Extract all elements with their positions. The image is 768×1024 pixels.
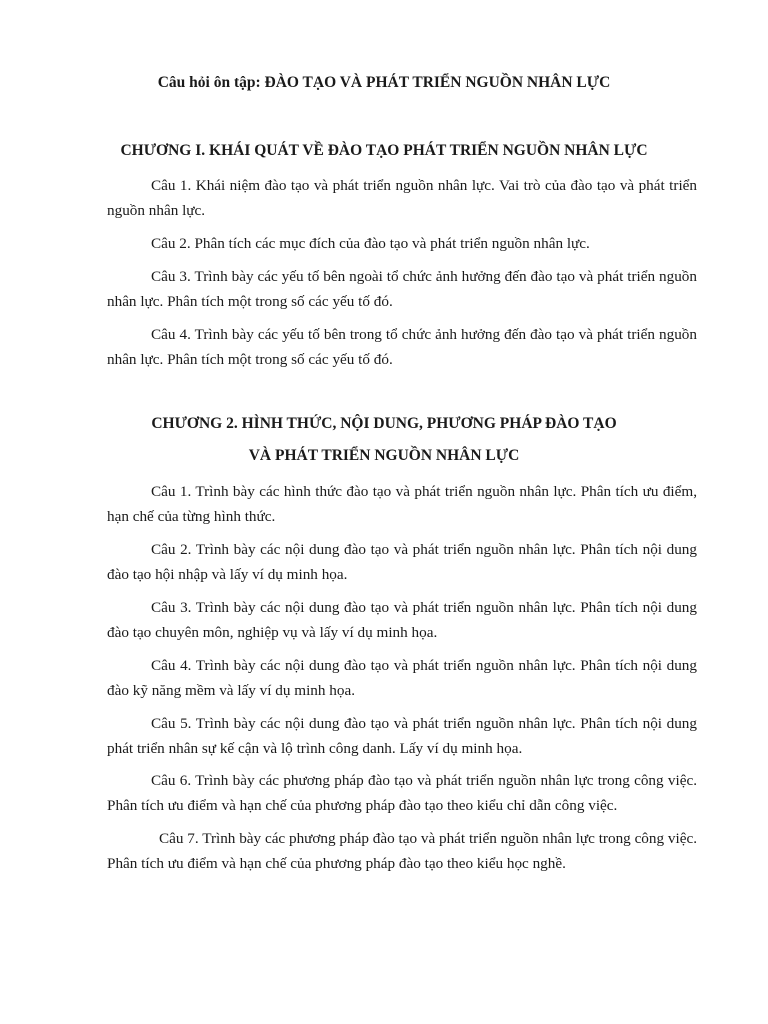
chapter-2-heading-line-2: VÀ PHÁT TRIỂN NGUỒN NHÂN LỰC [248, 447, 520, 464]
chapter-2-question-2: Câu 2. Trình bày các nội dung đào tạo và phát triển nguồn nhân lực. Phân tích nội dung đào tạo hội nhập và lấy ví dụ minh họa. [107, 541, 697, 583]
chapter-1-heading: CHƯƠNG I. KHÁI QUÁT VỀ ĐÀO TẠO PHÁT TRIỂN NGUỒN NHÂN LỰC [120, 142, 648, 159]
document-title: Câu hỏi ôn tập: ĐÀO TẠO VÀ PHÁT TRIỂN NGUỒN NHÂN LỰC [157, 74, 611, 91]
chapter-2-question-6: Câu 6. Trình bày các phương pháp đào tạo và phát triển nguồn nhân lực trong công việc. Phân tích ưu điểm và hạn chế của phương pháp đào tạo theo kiểu chỉ dẫn công việc. [107, 772, 697, 814]
chapter-2-question-7: Câu 7. Trình bày các phương pháp đào tạo và phát triển nguồn nhân lực trong công việc. Phân tích ưu điểm và hạn chế của phương pháp đào tạo theo kiểu học nghề. [107, 830, 697, 872]
chapter-2-heading-line-1: CHƯƠNG 2. HÌNH THỨC, NỘI DUNG, PHƯƠNG PHÁP ĐÀO TẠO [151, 415, 617, 432]
chapter-1-question-1: Câu 1. Khái niệm đào tạo và phát triển nguồn nhân lực. Vai trò của đào tạo và phát triển nguồn nhân lực. [107, 177, 697, 219]
chapter-1-question-2: Câu 2. Phân tích các mục đích của đào tạo và phát triển nguồn nhân lực. [151, 235, 590, 252]
chapter-2-question-3: Câu 3. Trình bày các nội dung đào tạo và phát triển nguồn nhân lực. Phân tích nội dung đào tạo chuyên môn, nghiệp vụ và lấy ví dụ minh họa. [107, 599, 697, 641]
chapter-2-question-5: Câu 5. Trình bày các nội dung đào tạo và phát triển nguồn nhân lực. Phân tích nội dung phát triển nhân sự kế cận và lộ trình công danh. Lấy ví dụ minh họa. [107, 715, 697, 757]
chapter-1-question-4: Câu 4. Trình bày các yếu tố bên trong tổ chức ảnh hưởng đến đào tạo và phát triển nguồn nhân lực. Phân tích một trong số các yếu tố đó. [107, 326, 697, 368]
chapter-2-question-1: Câu 1. Trình bày các hình thức đào tạo và phát triển nguồn nhân lực. Phân tích ưu điểm, hạn chế của từng hình thức. [107, 483, 697, 525]
chapter-2-question-4: Câu 4. Trình bày các nội dung đào tạo và phát triển nguồn nhân lực. Phân tích nội dung đào kỹ năng mềm và lấy ví dụ minh họa. [107, 657, 697, 699]
chapter-1-question-3: Câu 3. Trình bày các yếu tố bên ngoài tổ chức ảnh hưởng đến đào tạo và phát triển nguồn nhân lực. Phân tích một trong số các yếu tố đó. [107, 268, 697, 310]
